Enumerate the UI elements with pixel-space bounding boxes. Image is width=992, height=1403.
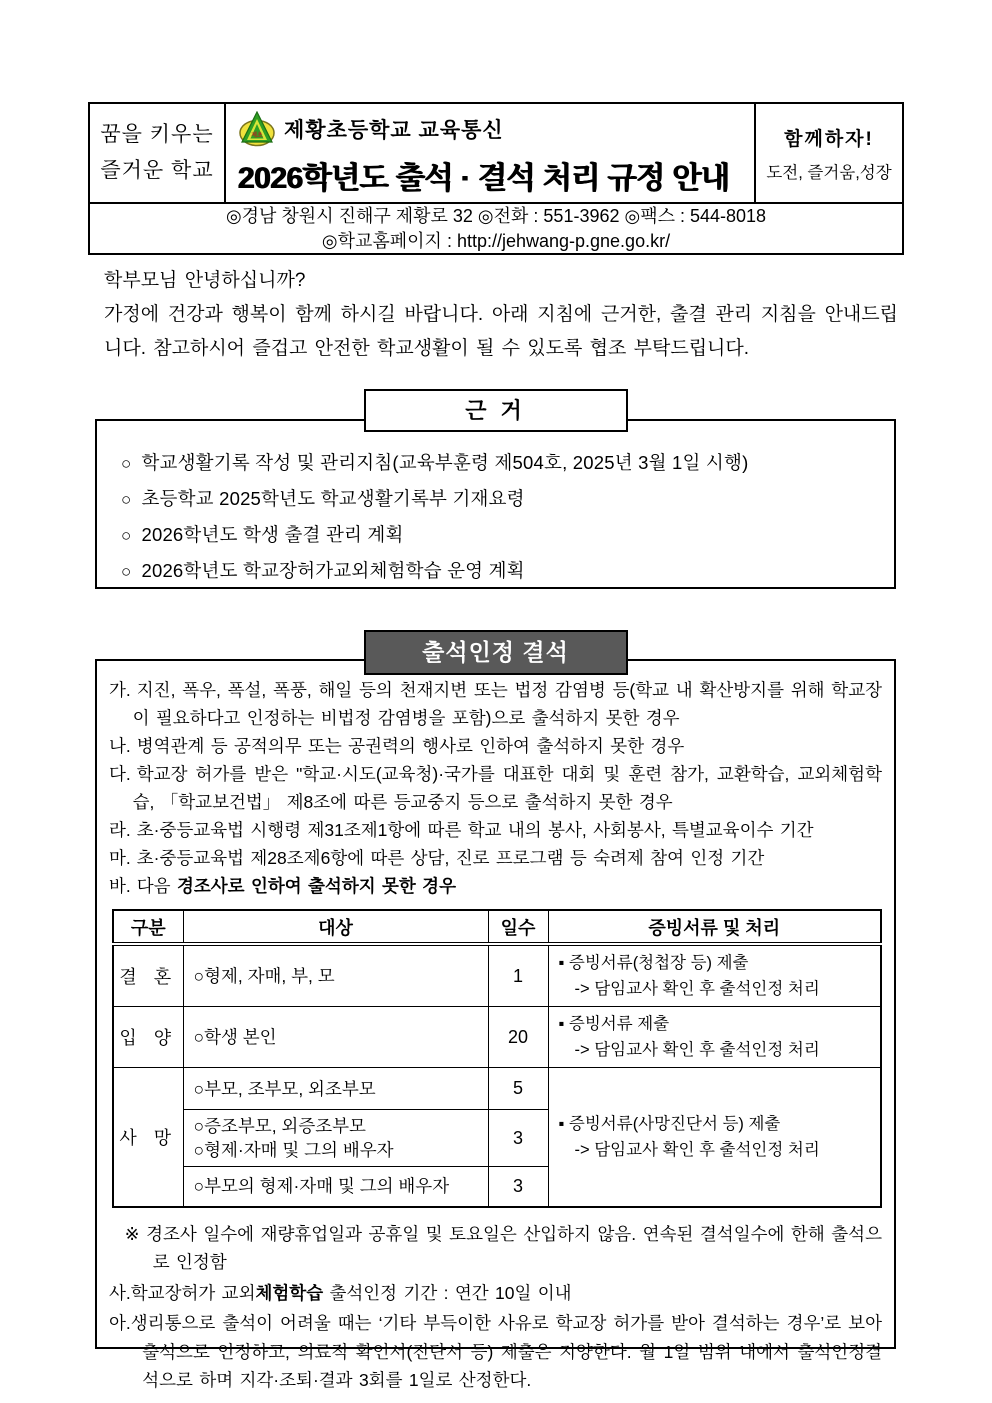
address-line: ◎경남 창원시 진해구 제황로 32 ◎전화 : 551-3962 ◎팩스 : 544-8018 — [225, 206, 767, 226]
table-row-death-1 — [113, 1068, 881, 1110]
newsletter-row — [238, 109, 754, 149]
col-header-days: 일수 — [488, 910, 548, 944]
basis-section — [95, 389, 896, 589]
table-row-marriage — [113, 944, 881, 1007]
rule-text: 초·중등교육법 시행령 제31조제1항에 따른 학교 내의 봉사, 사회봉사, 특별교육이수 기간 — [136, 820, 814, 840]
evidence-line: ▪ 증빙서류 제출 — [558, 1015, 670, 1033]
note-label: 아. — [109, 1313, 131, 1333]
rule-label: 가. — [109, 680, 131, 700]
attendance-section-title: 출석인정 결석 — [364, 630, 628, 675]
basis-item-text: 2026학년도 학생 출결 관리 계획 — [141, 524, 404, 545]
cell-evidence — [548, 944, 881, 1007]
school-motto — [90, 104, 226, 202]
masthead-top-row — [90, 104, 902, 204]
rule-label: 라. — [109, 820, 131, 840]
table-header-row — [113, 910, 881, 944]
slogan-line1: 함께하자! — [784, 128, 874, 150]
newsletter-name: 제황초등학교 교육통신 — [284, 119, 504, 142]
note-sa — [109, 1279, 882, 1308]
cell-target: ○학생 본인 — [183, 1007, 488, 1068]
cell-evidence — [548, 1007, 881, 1068]
masthead — [88, 102, 904, 255]
table-row-adoption — [113, 1007, 881, 1068]
cell-category: 결 혼 — [113, 944, 183, 1007]
rule-text: 병역관계 등 공적의무 또는 공권력의 행사로 인하여 출석하지 못한 경우 — [136, 736, 685, 756]
cell-target: ○형제, 자매, 부, 모 — [183, 944, 488, 1007]
cell-target — [183, 1110, 488, 1167]
evidence-line: ▪ 증빙서류(청첩장 등) 제출 — [558, 954, 749, 972]
rule-text-bold: 경조사로 인하여 출석하지 못한 경우 — [176, 876, 456, 896]
motto-line2: 즐거운 학교 — [100, 159, 214, 182]
target-line: ○형제·자매 및 그의 배우자 — [193, 1140, 394, 1160]
rule-ba — [109, 872, 882, 900]
circle-bullet-icon: ○ — [121, 454, 132, 473]
motto-line1: 꿈을 키우는 — [100, 123, 214, 146]
cell-target: ○부모, 조부모, 외조부모 — [183, 1068, 488, 1110]
cell-days: 1 — [488, 944, 548, 1007]
note-text-bold: 체험학습 — [255, 1282, 324, 1303]
target-line: ○증조부모, 외증조부모 — [193, 1116, 366, 1136]
note-star: ※ 경조사 일수에 재량휴업일과 공휴일 및 토요일은 산입하지 않음. 연속된 결석일수에 한해 출석으로 인정함 — [124, 1223, 882, 1272]
homepage-line: ◎학교홈페이지 : http://jehwang-p.gne.go.kr/ — [321, 231, 671, 251]
attendance-section — [95, 630, 896, 1390]
rule-label: 다. — [109, 764, 131, 784]
rule-text: 지진, 폭우, 폭설, 폭풍, 해일 등의 천재지변 또는 법정 감염병 등(학교 내 확산방지를 위해 학교장이 필요하다고 인정하는 비법정 감염병을 포함)으로 출석하지 못한 경우 — [132, 680, 882, 728]
rule-da — [109, 760, 882, 816]
basis-item-text: 학교생활기록 작성 및 관리지침(교육부훈령 제504호, 2025년 3월 1일 시행) — [141, 452, 749, 473]
rule-label: 바. — [109, 876, 131, 896]
basis-item — [121, 553, 874, 589]
basis-item — [121, 445, 874, 481]
note-ah — [109, 1309, 882, 1395]
greeting-body: 가정에 건강과 행복이 함께 하시길 바랍니다. 아래 지침에 근거한, 출결 관리 지침을 안내드립니다. 참고하시어 즐겁고 안전한 학교생활이 될 수 있도록 협조 부탁드립니다. — [104, 304, 898, 359]
note-text: 생리통으로 출석이 어려울 때는 ‘기타 부득이한 사유로 학교장 허가를 받아 결석하는 경우’로 보아 출석으로 인정하고, 의료적 확인서(진단서 등) 제출은 지양한다. 월 1일 범위 내에서 출석인정결석으로 하며 지각·조퇴·결과 3회를 1일로 산정한다. — [130, 1313, 882, 1390]
slogan-line2: 도전, 즐거움,성장 — [766, 163, 892, 182]
cell-category: 입 양 — [113, 1007, 183, 1068]
cell-days: 3 — [488, 1167, 548, 1207]
note-text: 출석인정 기간 : 연간 10일 이내 — [323, 1282, 572, 1303]
basis-section-title: 근 거 — [364, 389, 628, 432]
basis-section-body — [95, 419, 896, 589]
rule-text: 다음 — [136, 876, 177, 896]
basis-item — [121, 517, 874, 553]
rule-text: 학교장 허가를 받은 "학교·시도(교육청)·국가를 대표한 대회 및 훈련 참가, 교환학습, 교외체험학습, 「학교보건법」 제8조에 따른 등교중지 등으로 출석하지 못한 경우 — [132, 764, 882, 812]
rule-ra — [109, 816, 882, 844]
notes — [109, 1220, 882, 1395]
school-slogan — [756, 104, 902, 202]
rule-na — [109, 732, 882, 760]
svg-text:제초: 제초 — [251, 133, 263, 139]
cell-days: 3 — [488, 1110, 548, 1167]
school-logo-icon — [238, 111, 276, 147]
circle-bullet-icon: ○ — [121, 490, 132, 509]
note-text: 학교장허가 교외 — [130, 1282, 256, 1303]
greeting-line1: 학부모님 안녕하십니까? — [104, 270, 306, 291]
rule-ga — [109, 676, 882, 732]
basis-item — [121, 481, 874, 517]
evidence-line: ▪ 증빙서류(사망진단서 등) 제출 — [558, 1114, 781, 1133]
circle-bullet-icon: ○ — [121, 526, 132, 545]
rule-ma — [109, 844, 882, 872]
evidence-line: -> 담임교사 확인 후 출석인정 처리 — [574, 1140, 820, 1159]
circle-bullet-icon: ○ — [121, 562, 132, 581]
cell-evidence — [548, 1068, 881, 1207]
family-event-absence-table — [112, 909, 882, 1208]
cell-target: ○부모의 형제·자매 및 그의 배우자 — [183, 1167, 488, 1207]
masthead-title-cell — [226, 104, 756, 202]
cell-days: 20 — [488, 1007, 548, 1068]
cell-category: 사 망 — [113, 1068, 183, 1207]
col-header-target: 대상 — [183, 910, 488, 944]
rule-label: 나. — [109, 736, 131, 756]
rule-label: 마. — [109, 848, 131, 868]
basis-item-text: 초등학교 2025학년도 학교생활기록부 기재요령 — [141, 488, 525, 509]
evidence-line: -> 담임교사 확인 후 출석인정 처리 — [574, 980, 820, 998]
rule-text: 초·중등교육법 제28조제6항에 따른 상담, 진로 프로그램 등 숙려제 참여 인정 기간 — [136, 848, 765, 868]
note-label: 사. — [109, 1282, 131, 1303]
attendance-section-body — [95, 659, 896, 1390]
school-contact-info — [90, 204, 902, 254]
page-title: 2026학년도 출석 · 결석 처리 규정 안내 — [238, 162, 730, 195]
col-header-category: 구분 — [113, 910, 183, 944]
cell-days: 5 — [488, 1068, 548, 1110]
greeting-paragraph — [104, 264, 898, 366]
col-header-evidence: 증빙서류 및 처리 — [548, 910, 881, 944]
evidence-line: -> 담임교사 확인 후 출석인정 처리 — [574, 1041, 820, 1059]
basis-item-text: 2026학년도 학교장허가교외체험학습 운영 계획 — [141, 560, 525, 581]
